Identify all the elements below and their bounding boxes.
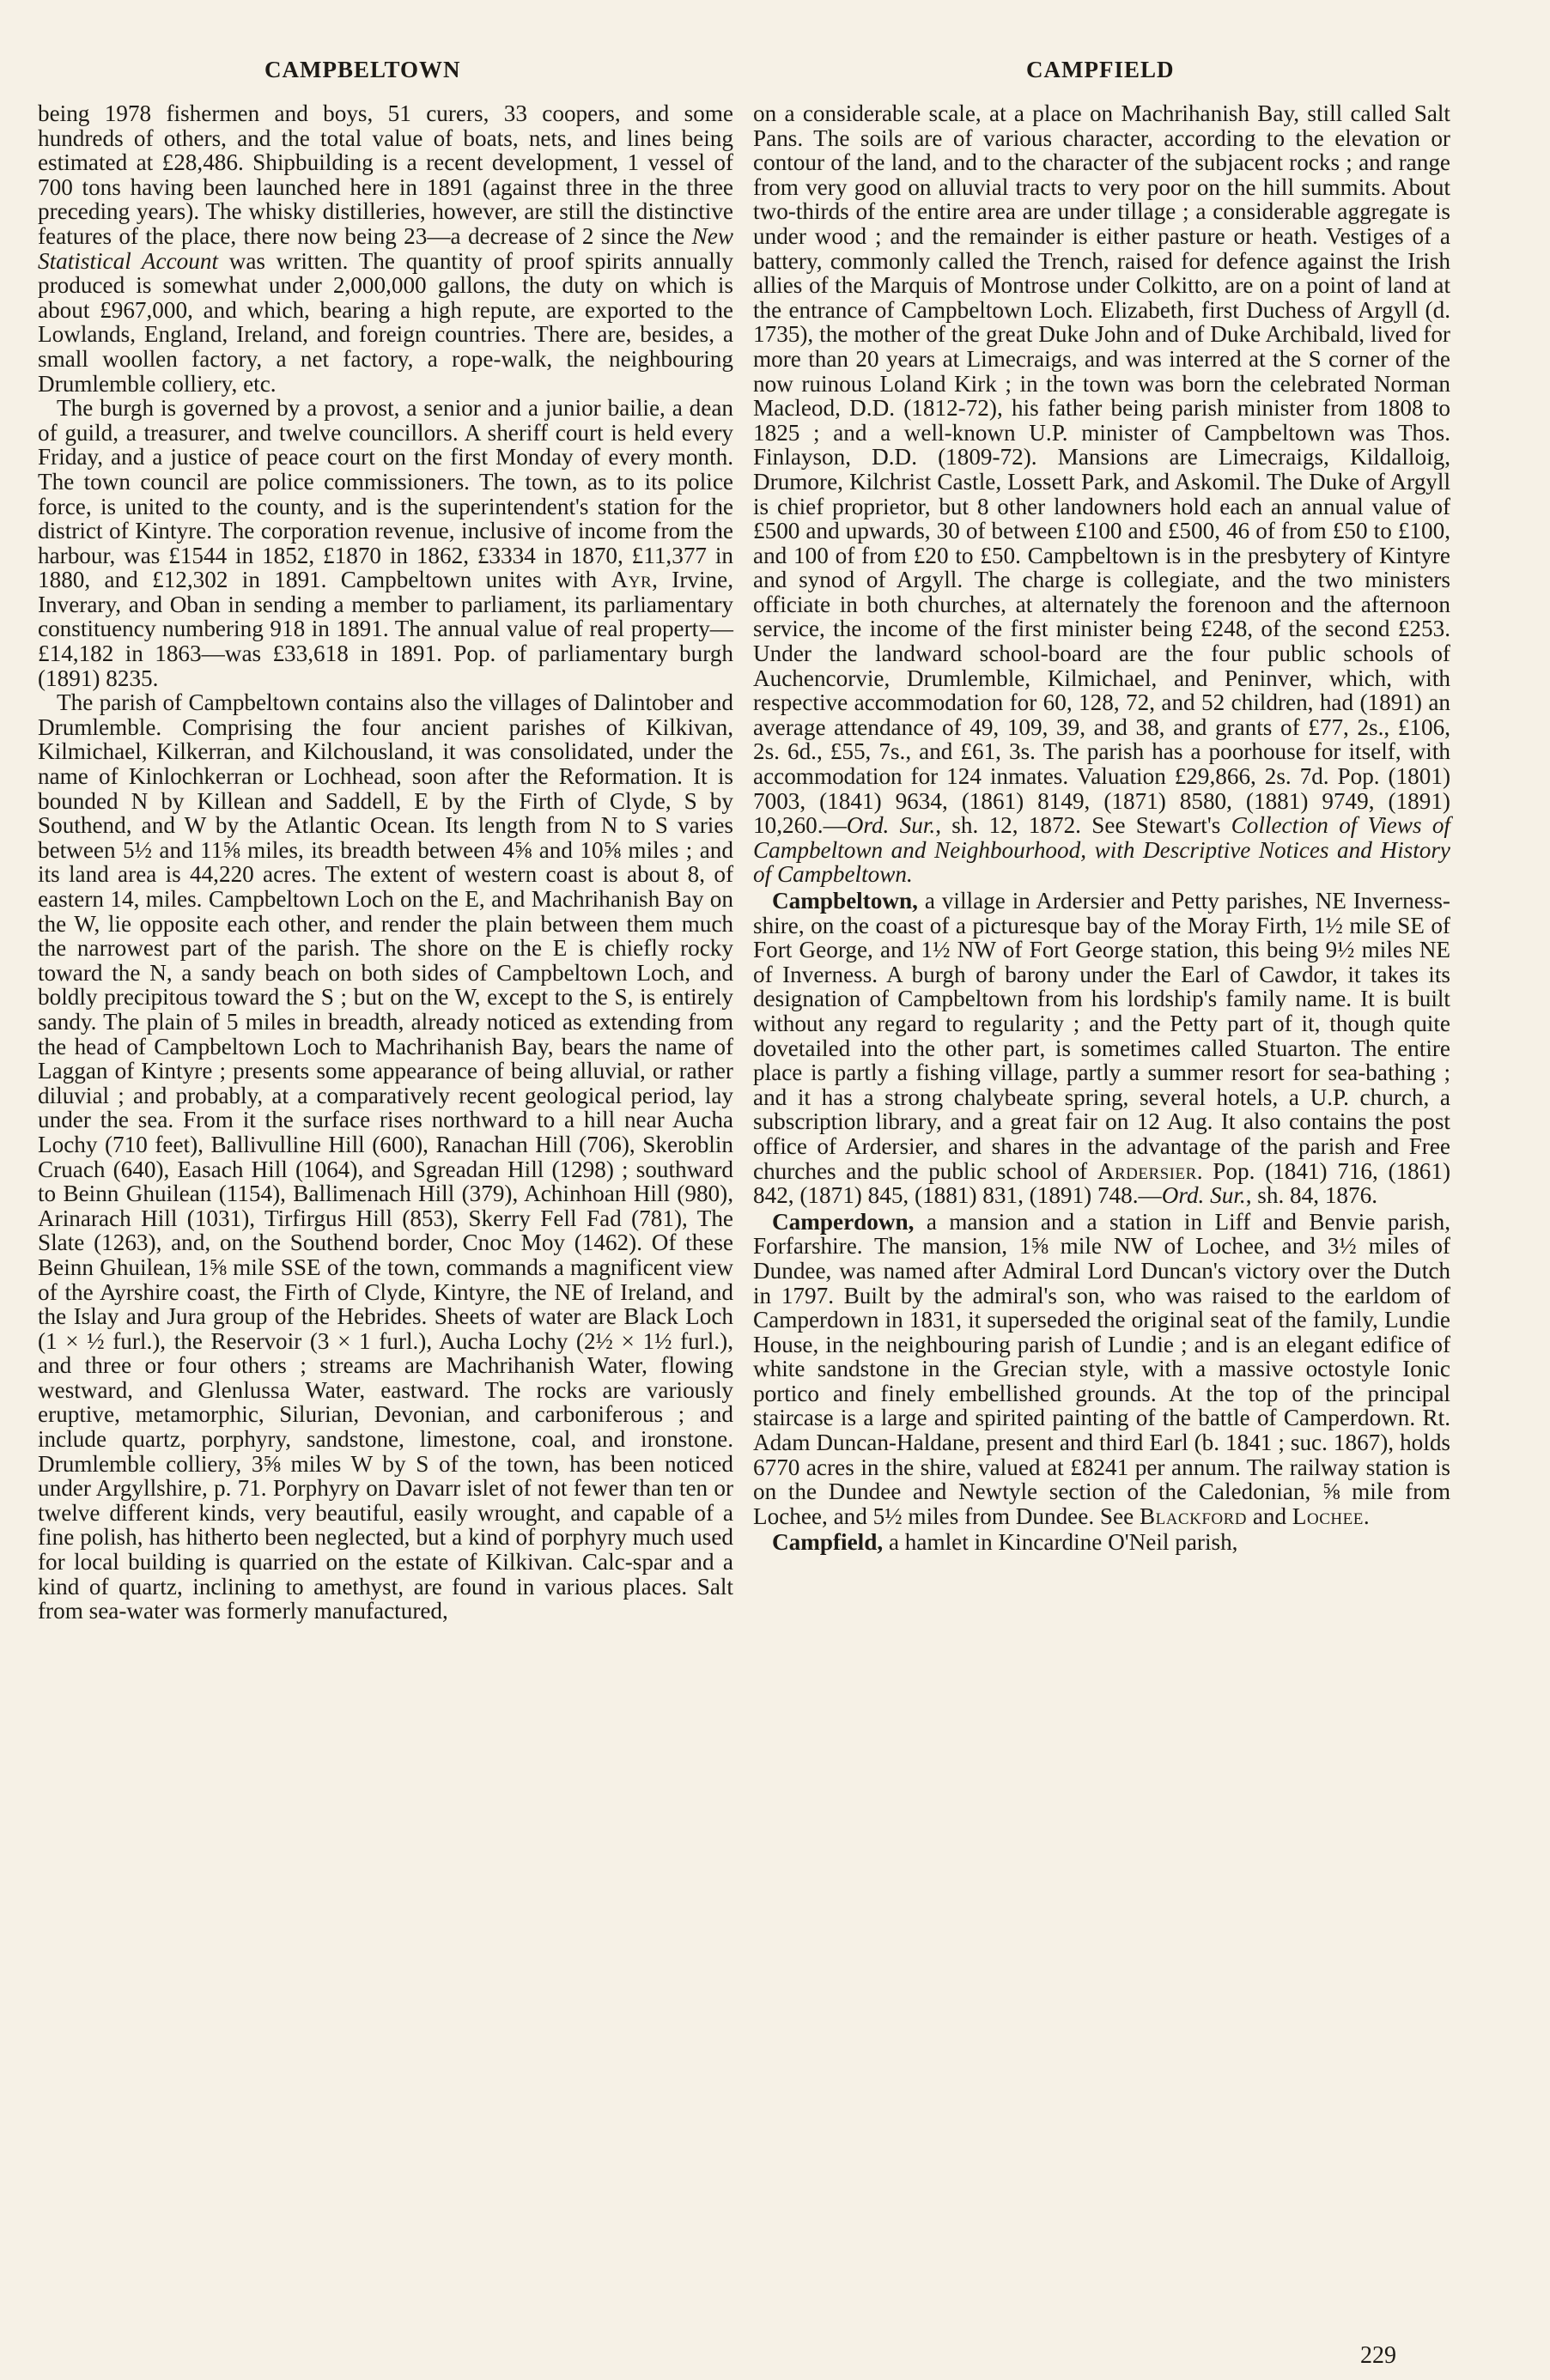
gazetteer-entry: [753, 1530, 1450, 1555]
gazetteer-entry: [753, 889, 1450, 1208]
left-column: [38, 101, 733, 1624]
text-run: a village in Ardersier and Petty parishes, NE Inverness-shire, on the coast of a picturesque bay of the Moray Firth, 1½ mile SE of Fort George, and 1½ NW of Fort George station, this being 9½ miles NE of Inverness. A burgh of barony under the Earl of Cawdor, it takes its designation of Campbeltown from his lordship's family name. It is built without any regard to regularity ; and the Petty part of it, though quite dovetailed into the other part, is sometimes called Stuarton. The entire place is partly a fishing village, partly a summer resort for sea-bathing ; and it has a strong chalybeate spring, several hotels, a U.P. church, a subscription library, and a great fair on 12 Aug. It also contains the post office of Ardersier, and shares in the advantage of the parish and Free churches and the public school of: [753, 888, 1450, 1184]
text-run: .: [1363, 1503, 1370, 1529]
italic-title: Collection of Views of Campbeltown and Neighbourhood, with Descriptive Notices and History of Campbeltown.: [753, 812, 1450, 888]
header-right: CAMPFIELD: [1026, 57, 1175, 82]
cross-reference: Ayr: [611, 567, 653, 593]
page-number: 229: [1360, 2342, 1396, 2369]
running-header: [0, 57, 1550, 91]
gazetteer-entry: [753, 1210, 1450, 1529]
entry-headword: Campfield,: [772, 1529, 884, 1556]
paragraph: [38, 396, 733, 690]
text-run: was written. The quantity of proof spirits annually produced is somewhat under 2,000,000 gallons, the duty on which is about £967,000, and which, bearing a high repute, are exported to the Lowlands, England, Ireland, and foreign countries. There are, besides, a small woollen factory, a net factory, a rope-walk, the neighbouring Drumlemble colliery, etc.: [38, 247, 733, 397]
cross-reference: Ardersier: [1097, 1157, 1197, 1184]
header-left: CAMPBELTOWN: [264, 57, 461, 82]
text-run: . Pop. (1841) 716, (1861) 842, (1871) 845, (1881) 831, (1891) 748.—: [753, 1157, 1450, 1209]
entry-headword: Campbeltown,: [772, 888, 918, 914]
right-column: [753, 101, 1450, 1555]
text-run: , sh. 12, 1872. See Stewart's: [935, 812, 1231, 839]
text-run: on a considerable scale, at a place on Machrihanish Bay, still called Salt Pans. The soils are of various character, according to the elevation or contour of the land, and to the character of the subjacent rocks ; and range from very good on alluvial tracts to very poor on the hill summits. About two-thirds of the entire area are under tillage ; a considerable aggregate is under wood ; and the remainder is either pasture or heath. Vestiges of a battery, commonly called the Trench, raised for defence against the Irish allies of the Marquis of Montrose under Colkitto, are on a point of land at the entrance of Campbeltown Loch. Elizabeth, first Duchess of Argyll (d. 1735), the mother of the great Duke John and of Duke Archibald, lived for more than 20 years at Limecraigs, and was interred at the S corner of the now ruinous Loland Kirk ; in the town was born the celebrated Norman Macleod, D.D. (1812-72), his father being parish minister from 1808 to 1825 ; and a well-known U.P. minister of Campbeltown was Thos. Finlayson, D.D. (1809-72). Mansions are Limecraigs, Kildalloig, Drumore, Kilchrist Castle, Lossett Park, and Askomil. The Duke of Argyll is chief proprietor, but 8 other landowners hold each an annual value of £500 and upwards, 30 of between £100 and £500, 46 of from £50 to £100, and 100 of from £20 to £50. Campbeltown is in the presbytery of Kintyre and synod of Argyll. The charge is collegiate, and the two ministers officiate in both churches, at alternately the forenoon and the afternoon service, the income of the first minister being £248, of the second £253. Under the landward school-board are the four public schools of Auchencorvie, Drumlemble, Kilmichael, and Peninver, which, with respective accommodation for 60, 128, 72, and 52 children, had (1891) an average attendance of 49, 109, 39, and 38, and grants of £77, 2s., £106, 2s. 6d., £55, 7s., and £61, 3s. The parish has a poorhouse for itself, with accommodation for 124 inmates. Valuation £29,866, 2s. 7d. Pop. (1801) 7003, (1841) 9634, (1861) 8149, (1871) 8580, (1881) 9749, (1891) 10,260.—: [753, 100, 1450, 839]
paragraph: [38, 101, 733, 396]
italic-title: New Statistical Account: [38, 222, 733, 274]
text-run: a hamlet in Kincardine O'Neil parish,: [883, 1529, 1238, 1556]
text-run: The burgh is governed by a provost, a senior and a junior bailie, a dean of guild, a treasurer, and twelve councillors. A sheriff court is held every Friday, and a justice of peace court on the first Monday of every month. The town council are police commissioners. The town, as to its police force, is united to the county, and is the superintendent's station for the district of Kintyre. The corporation revenue, inclusive of income from the harbour, was £1544 in 1852, £1870 in 1862, £3334 in 1870, £11,377 in 1880, and £12,302 in 1891. Campbeltown unites with: [38, 395, 733, 593]
text-run: a mansion and a station in Liff and Benvie parish, Forfarshire. The mansion, 1⅝ mile NW of Lochee, and 3½ miles of Dundee, was named after Admiral Lord Duncan's victory over the Dutch in 1797. Built by the admiral's son, who was raised to the earldom of Camperdown in 1831, it superseded the original seat of the family, Lundie House, in the neighbouring parish of Lundie ; and is an elegant edifice of white sandstone in the Grecian style, with a massive octostyle Ionic portico and finely embellished grounds. At the top of the principal staircase is a large and spirited painting of the battle of Camperdown. Rt. Adam Duncan-Haldane, present and third Earl (b. 1841 ; suc. 1867), holds 6770 acres in the shire, valued at £8241 per annum. The railway station is on the Dundee and Newtyle section of the Caledonian, ⅝ mile from Lochee, and 5½ miles from Dundee. See: [753, 1208, 1450, 1529]
paragraph: The parish of Campbeltown contains also the villages of Dalintober and Drumlemble. Comprising the four ancient parishes of Kilkivan, Kilmichael, Kilkerran, and Kilchousland, it was consolidated, under the name of Kinlochkerran or Lochhead, soon after the Reformation. It is bounded N by Killean and Saddell, E by the Firth of Clyde, S by Southend, and W by the Atlantic Ocean. Its length from N to S varies between 5½ and 11⅝ miles, its breadth between 4⅝ and 10⅝ miles ; and its land area is 44,220 acres. The extent of western coast is about 8, of eastern 14, miles. Campbeltown Loch on the E, and Machrihanish Bay on the W, lie opposite each other, and render the plain between them much the narrowest part of the parish. The shore on the E is chiefly rocky toward the N, a sandy beach on both sides of Campbeltown Loch, and boldly precipitous toward the S ; but on the W, except to the S, is entirely sandy. The plain of 5 miles in breadth, already noticed as extending from the head of Campbeltown Loch to Machrihanish Bay, bears the name of Laggan of Kintyre ; presents some appearance of being alluvial, or rather diluvial ; and probably, at a comparatively recent geological period, lay under the sea. From it the surface rises northward to a hill near Aucha Lochy (710 feet), Ballivulline Hill (600), Ranachan Hill (706), Skeroblin Cruach (640), Easach Hill (1064), and Sgreadan Hill (1298) ; southward to Beinn Ghuilean (1154), Ballimenach Hill (379), Achinhoan Hill (980), Arinarach Hill (1031), Tirfirgus Hill (853), Skerry Fell Fad (781), The Slate (1263), and, on the Southend border, Cnoc Moy (1462). Of these Beinn Ghuilean, 1⅝ mile SSE of the town, commands a magnificent view of the Ayrshire coast, the Firth of Clyde, Kintyre, the NE of Ireland, and the Islay and Jura group of the Hebrides. Sheets of water are Black Loch (1 × ½ furl.), the Reservoir (3 × 1 furl.), Aucha Lochy (2½ × 1½ furl.), and three or four others ; streams are Machrihanish Water, flowing westward, and Glenlussa Water, eastward. The rocks are variously eruptive, metamorphic, Silurian, Devonian, and carboniferous ; and include quartz, porphyry, sandstone, limestone, coal, and ironstone. Drumlemble colliery, 3⅝ miles W by S of the town, has been noticed under Argyllshire, p. 71. Porphyry on Davarr islet of not fewer than ten or twelve different kinds, very beautiful, easily wrought, and capable of a fine polish, has hitherto been neglected, but a kind of porphyry much used for local building is quarried on the estate of Kilkivan. Calc-spar and a kind of quartz, inclining to amethyst, are found in various places. Salt from sea-water was formerly manufactured,: [38, 689, 733, 1624]
italic-ref: Ord. Sur.: [846, 812, 936, 839]
cross-reference: Lochee: [1292, 1503, 1364, 1529]
text-run: , sh. 84, 1876.: [1245, 1182, 1378, 1209]
paragraph: [753, 101, 1450, 887]
text-run: being 1978 fishermen and boys, 51 curers, 33 coopers, and some hundreds of others, and the total value of boats, nets, and lines being estimated at £28,486. Shipbuilding is a recent development, 1 vessel of 700 tons having been launched here in 1891 (against three in the three preceding years). The whisky distilleries, however, are still the distinctive features of the place, there now being 23—a decrease of 2 since the: [38, 100, 733, 249]
text-run: , Irvine, Inverary, and Oban in sending a member to parliament, its parliamentary constituency numbering 918 in 1891. The annual value of real property—£14,182 in 1863—was £33,618 in 1891. Pop. of parliamentary burgh (1891) 8235.: [38, 567, 733, 691]
italic-ref: Ord. Sur.: [1161, 1182, 1246, 1209]
entry-headword: Camperdown,: [772, 1208, 915, 1235]
cross-reference: Blackford: [1139, 1503, 1248, 1529]
text-run: and: [1247, 1503, 1292, 1529]
